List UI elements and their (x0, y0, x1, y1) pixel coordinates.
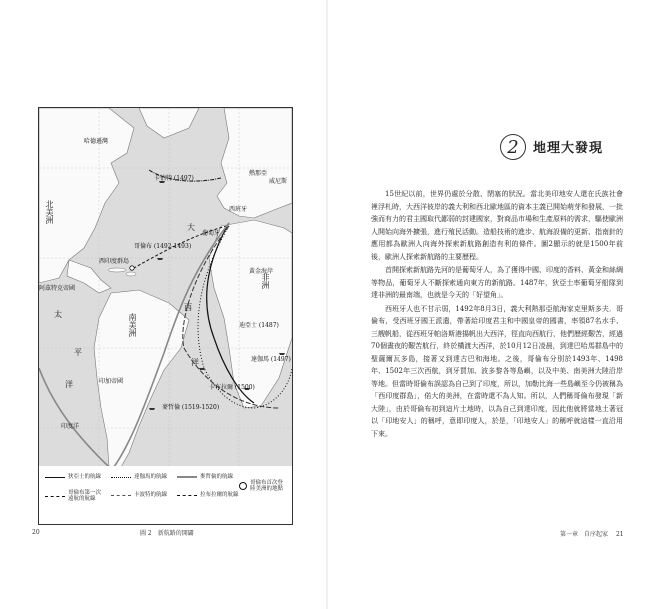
body-text (371, 188, 623, 440)
pacific-label-1: 太 (54, 310, 62, 319)
running-footer: 第一章 自序起家 (560, 531, 609, 538)
cabot-label: 卡伯特 (1497) (154, 175, 194, 182)
europe-landmass (217, 108, 292, 218)
columbus-label: 哥倫布 (1492-1493) (134, 243, 192, 250)
legend-item-landing (239, 480, 283, 492)
legend-text: 哥倫布第一次 遠航的航線 (68, 490, 102, 502)
west-indies-label: 西印度群島 (99, 258, 130, 265)
figure-caption: 圖 2 新航路的開闢 (140, 530, 194, 537)
spain-label: 西班牙 (229, 206, 248, 213)
legend-swatch (45, 477, 65, 478)
legend-text: 拉布拉爾的航線 (200, 492, 239, 498)
paragraph-2: 首開探索新航路先河的是葡萄牙人，為了獲得中國、印度的香料、黃金和絲綢等物品，葡萄牙人不斷探索通向東方的新航路。1487年，狄亞士率葡萄牙船隊到達非洲的最南端，也就是今天的「好望角」。 (371, 266, 623, 299)
genoa-label: 熱那亞 (249, 170, 268, 177)
legend-item-cabral (177, 492, 239, 498)
legend-text: 哥倫布首次登 陸美洲的地點 (250, 480, 284, 492)
paragraph-3: 西班牙人也不甘示弱，1492年8月3日，義大利熱那亞航海家克里斯多夫．哥倫布，受西班牙國王派遣，帶著給印度君主和中國皇帝的國書，率領87名水手、三艘帆船，從西班牙帕洛斯港揚帆出大西洋，徑直向西航行，他們歷經艱苦，經過70個晝夜的艱苦航行，終於橫渡大西洋，於10月12日凌晨，到達巴哈馬群島中的聖薩爾瓦多島，接著又到達古巴和海地。之後，哥倫布分別於1493年、1498年、1502年三次西航，到牙買加、波多黎各等島嶼，以及中美、南美洲大陸沿岸等地。但當時哥倫布誤認為自己到了印度，所以，加勒比海一些島嶼至今仍被稱為「西印度群島」，偌大的美洲，在當時還不為人知。所以，人們稱哥倫布發現「新大陸」，由於哥倫布初到這片土地時，以為自己到達印度，因此他就將當地土著冠以「印地安人」的稱呼，意即印度人，於是，「印地安人」的稱呼就這樣一直沿用下來。 (371, 304, 623, 438)
atlantic-label-3: 洋 (191, 358, 199, 367)
cabral-label: 卡布拉爾 (1500) (209, 384, 255, 391)
legend-item-dagama (111, 474, 167, 480)
hispaniola-island (126, 272, 136, 276)
africa-label: 非洲 (261, 273, 270, 289)
portugal-label: 葡萄牙 (202, 230, 221, 237)
dagama-label: 達伽馬 (1497) (251, 356, 291, 363)
pacific-label-3: 洋 (65, 380, 73, 389)
chapter-number-badge (500, 134, 526, 160)
legend-swatch (177, 476, 197, 478)
columbus-landing-marker (130, 266, 134, 270)
legend-text: 麥哲倫的航線 (200, 474, 234, 480)
paragraph-1: 15世紀以前，世界仍處於分散、閉塞的狀況。當北美印地安人還在氏族社會裡浮札時，大西洋彼岸的義大利和西北歐地區的資本主義已開始萌芽和發展，一批強而有力的君主國取代鄙弱的封建國家，對商品市場和生產原料的需求，驅使歐洲人開始向海外擴張，進行殖民活動。造船技術的進步、航海設備的更新、指南針的應用都為歐洲人向海外探索新航路創造有利的條件。圖2顯示的就是1500年前後，歐洲人探索新航路的主要歷程。 (371, 190, 623, 261)
route-map (38, 107, 293, 468)
map-drawing (39, 108, 292, 467)
landing-marker-icon (239, 482, 247, 490)
chapter-number: 2 (507, 136, 519, 158)
legend-text: 達伽馬的航線 (134, 474, 168, 480)
dias-label: 迪亞士 (1487) (239, 322, 279, 329)
page-number-left: 20 (32, 529, 40, 536)
legend-item-cabot (111, 492, 167, 498)
book-gutter (326, 0, 328, 609)
page-footer-right (560, 529, 624, 538)
venice-label: 威尼斯 (269, 178, 288, 185)
atlantic-label-1: 大 (187, 223, 195, 232)
hudson-bay-label: 哈德遜灣 (84, 138, 109, 145)
north-america-label: 北美洲 (45, 200, 54, 224)
chapter-title: 地理大發現 (533, 141, 604, 156)
legend-swatch (177, 495, 197, 496)
magellan-label: 麥哲倫 (1519-1520) (162, 404, 220, 411)
map-legend (38, 466, 293, 525)
indian-ocean-label: 印度洋 (61, 423, 80, 430)
inca-label: 印加帝國 (99, 378, 124, 385)
south-america-label: 南美洲 (128, 313, 137, 337)
pacific-label-2: 平 (74, 348, 82, 357)
page-number-right: 21 (615, 531, 624, 538)
legend-swatch (45, 496, 65, 497)
aztec-label: 阿茲特克帝國 (39, 285, 76, 292)
legend-item-columbus (45, 490, 101, 502)
atlantic-label-2: 西 (184, 303, 192, 312)
legend-item-dias (45, 474, 101, 480)
legend-swatch (111, 495, 131, 496)
legend-text: 狄亞士的航線 (68, 474, 102, 480)
legend-swatch (111, 477, 131, 478)
legend-item-magellan (177, 474, 233, 480)
legend-text: 卡波特的航線 (134, 492, 168, 498)
gold-coast-label: 黃金海岸 (249, 268, 274, 275)
cuba-island (108, 268, 126, 272)
